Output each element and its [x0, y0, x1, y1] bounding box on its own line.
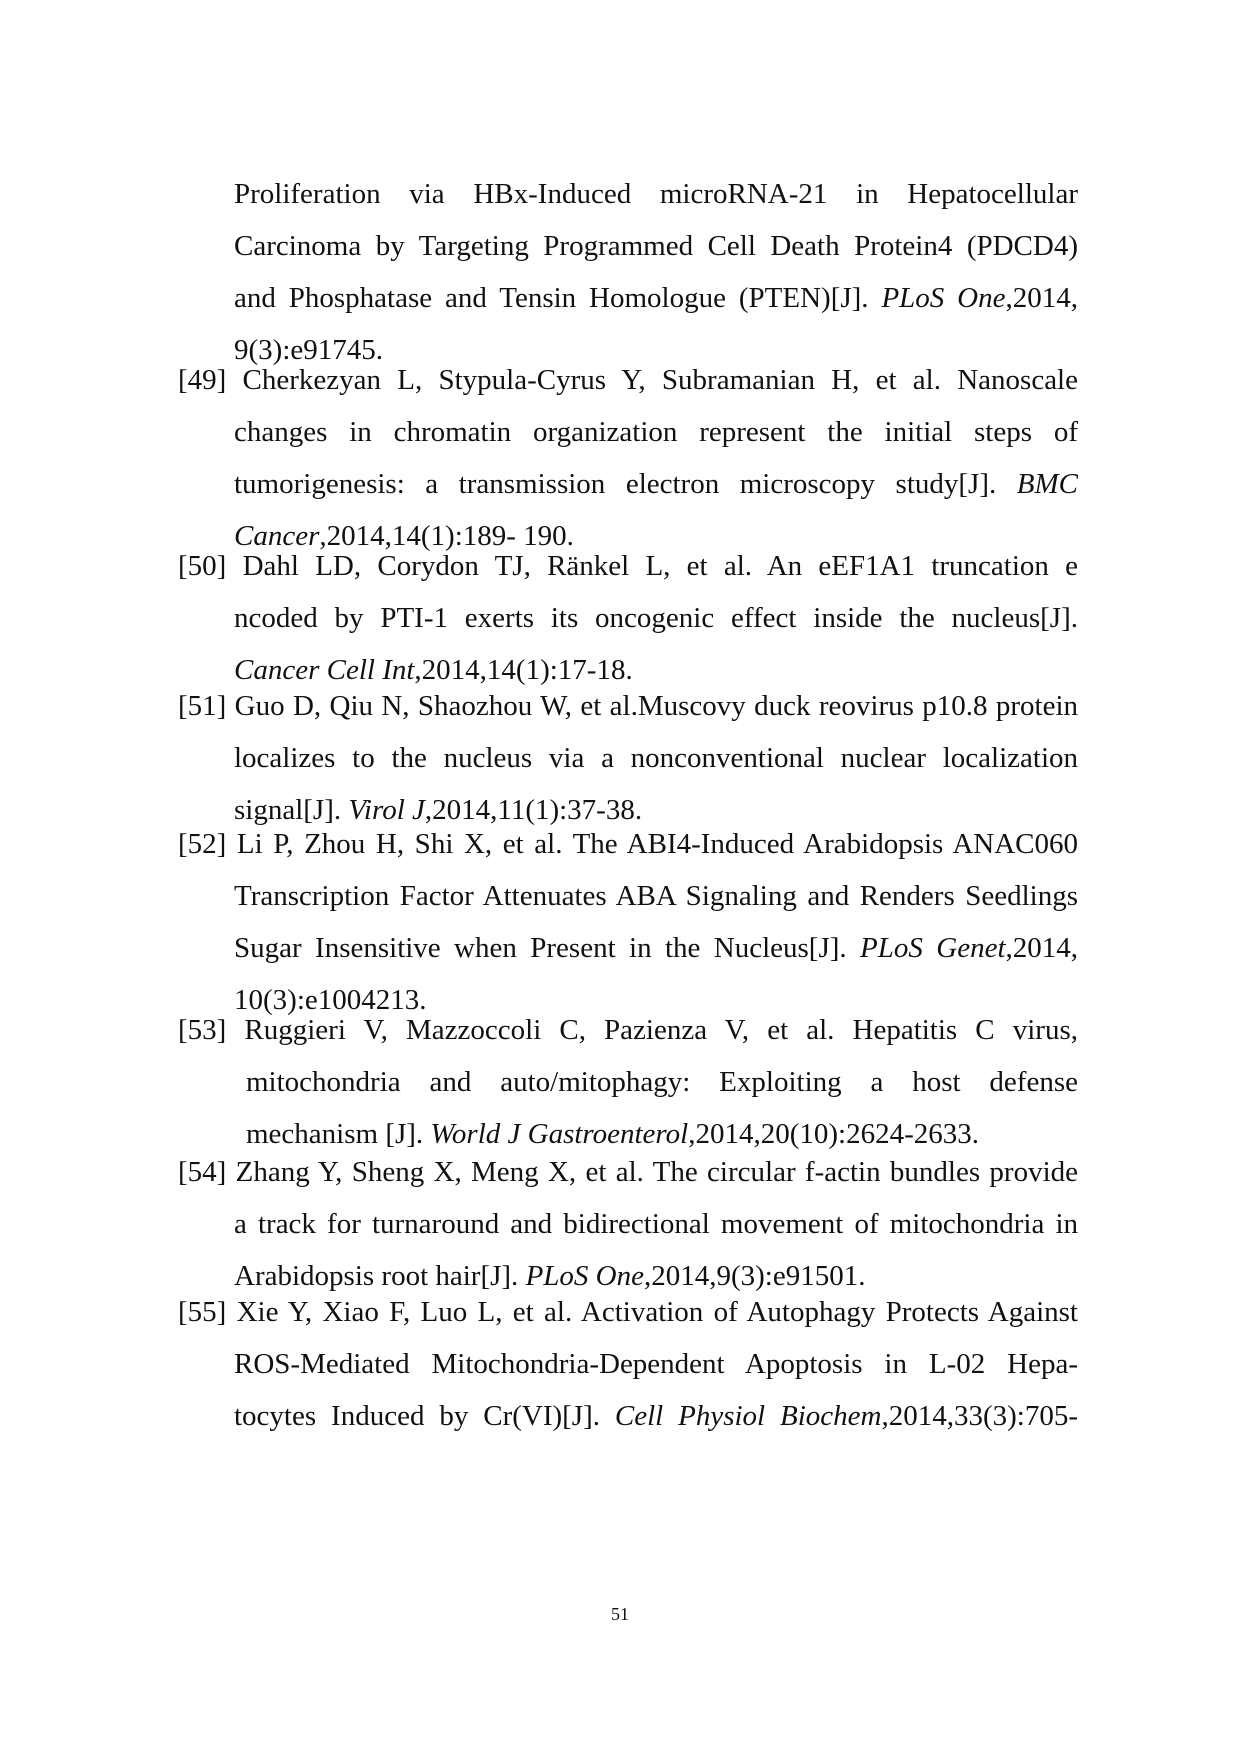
reference-line: Cancer Cell Int,2014,14(1):17-18.	[234, 654, 633, 686]
reference-line: [50] Dahl LD, Corydon TJ, Ränkel L, et al. An eEF1A1 truncation e	[178, 550, 1078, 582]
reference-51	[178, 680, 1078, 836]
journal-name: Cancer	[234, 520, 320, 552]
journal-name: PLoS One	[881, 282, 1006, 314]
journal-name: Virol J	[348, 794, 425, 826]
reference-line: [55] Xie Y, Xiao F, Luo L, et al. Activation of Autophagy Protects Against	[178, 1296, 1078, 1328]
reference-line: tumorigenesis: a transmission electron microscopy study[J]. BMC	[234, 468, 1078, 500]
reference-line: Sugar Insensitive when Present in the Nucleus[J]. PLoS Genet,2014,	[234, 932, 1078, 964]
reference-line: tocytes Induced by Cr(VI)[J]. Cell Physiol Biochem,2014,33(3):705-	[234, 1400, 1079, 1432]
reference-line: mitochondria and auto/mitophagy: Exploiting a host defense	[246, 1066, 1078, 1098]
reference-line: [54] Zhang Y, Sheng X, Meng X, et al. The circular f-actin bundles provide	[178, 1156, 1078, 1188]
reference-line: localizes to the nucleus via a nonconventional nuclear localization	[234, 742, 1078, 774]
reference-52	[178, 818, 1078, 1026]
reference-line: [53] Ruggieri V, Mazzoccoli C, Pazienza V, et al. Hepatitis C virus,	[178, 1014, 1078, 1046]
reference-line: 10(3):e1004213.	[234, 984, 427, 1016]
reference-line: ncoded by PTI-1 exerts its oncogenic effect inside the nucleus[J].	[234, 602, 1078, 634]
journal-name: BMC	[1016, 468, 1078, 500]
reference-line: [51] Guo D, Qiu N, Shaozhou W, et al.Muscovy duck reovirus p10.8 protein	[178, 690, 1078, 722]
reference-line: mechanism [J]. World J Gastroenterol,2014,20(10):2624-2633.	[246, 1118, 979, 1150]
reference-48-continuation	[234, 168, 1078, 376]
reference-line: Cancer,2014,14(1):189- 190.	[234, 520, 574, 552]
journal-name: World J Gastroenterol	[430, 1118, 689, 1150]
journal-name: PLoS Genet	[860, 932, 1006, 964]
journal-name: PLoS One	[525, 1260, 644, 1292]
reference-54	[178, 1146, 1078, 1302]
reference-line: Carcinoma by Targeting Programmed Cell Death Protein4 (PDCD4)	[234, 230, 1078, 262]
reference-line: and Phosphatase and Tensin Homologue (PTEN)[J]. PLoS One,2014,	[234, 282, 1078, 314]
reference-53	[178, 1004, 1078, 1160]
reference-55	[178, 1286, 1078, 1442]
reference-line: ROS-Mediated Mitochondria-Dependent Apoptosis in L-02 Hepa-	[234, 1348, 1078, 1380]
journal-name: Cancer Cell Int	[234, 654, 415, 686]
reference-50	[178, 540, 1078, 696]
reference-line: 9(3):e91745.	[234, 334, 383, 366]
reference-line: [49] Cherkezyan L, Stypula-Cyrus Y, Subramanian H, et al. Nanoscale	[178, 364, 1078, 396]
reference-line: signal[J]. Virol J,2014,11(1):37-38.	[234, 794, 643, 826]
reference-line: a track for turnaround and bidirectional movement of mitochondria in	[234, 1208, 1078, 1240]
reference-line: [52] Li P, Zhou H, Shi X, et al. The ABI4-Induced Arabidopsis ANAC060	[178, 828, 1078, 860]
journal-name: Cell Physiol Biochem	[614, 1400, 882, 1432]
reference-line: Proliferation via HBx-Induced microRNA-21 in Hepatocellular	[234, 178, 1078, 210]
reference-line: Transcription Factor Attenuates ABA Signaling and Renders Seedlings	[234, 880, 1078, 912]
reference-line: changes in chromatin organization represent the initial steps of	[234, 416, 1078, 448]
reference-line: Arabidopsis root hair[J]. PLoS One,2014,9(3):e91501.	[234, 1260, 866, 1292]
page-number: 51	[611, 1604, 629, 1624]
reference-49	[178, 354, 1078, 562]
